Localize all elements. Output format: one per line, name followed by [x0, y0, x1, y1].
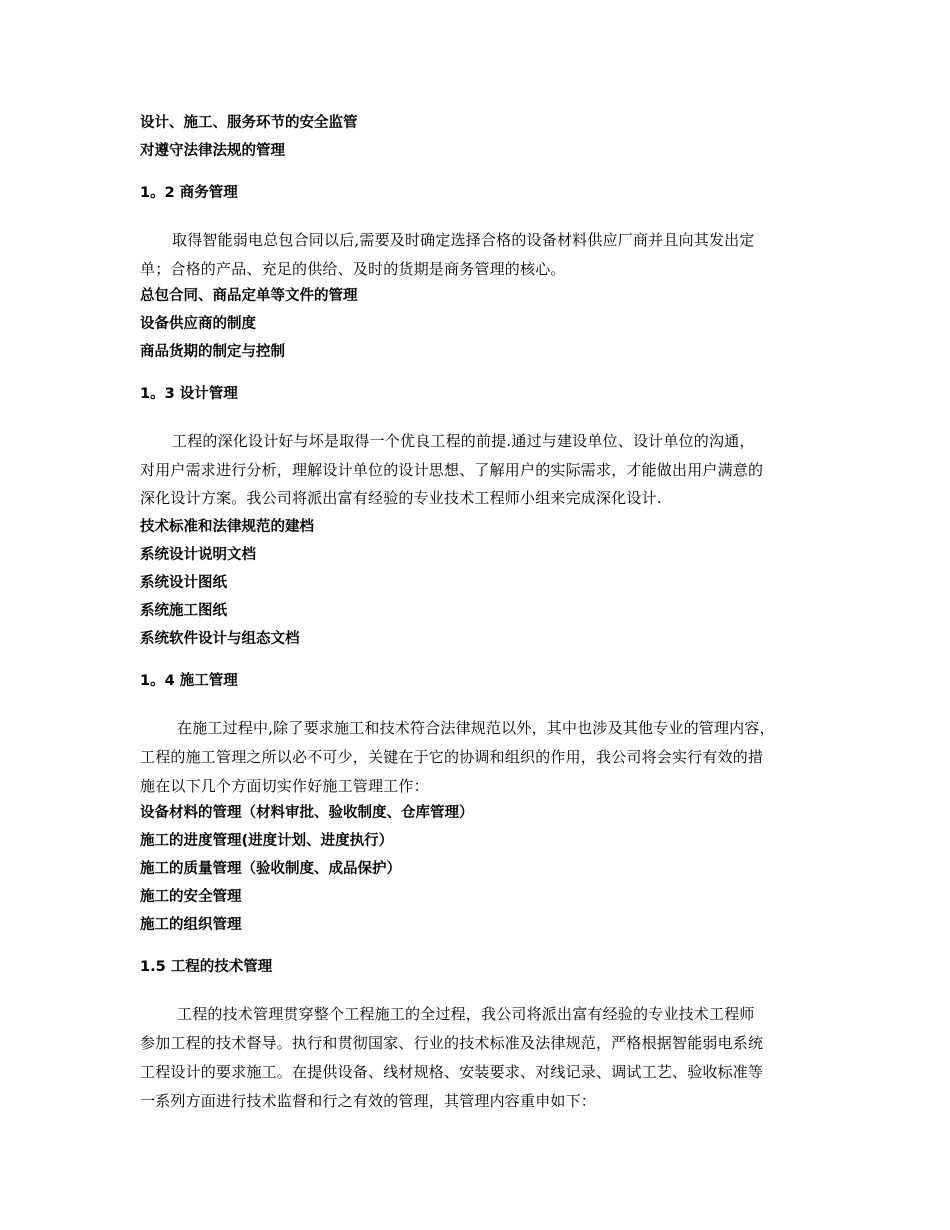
- paragraph-line: 工程的施工管理之所以必不可少，关键在于它的协调和组织的作用，我公司将会实行有效的措: [140, 748, 764, 766]
- list-item: 系统设计说明文档: [140, 547, 256, 563]
- list-item: 系统软件设计与组态文档: [140, 631, 300, 647]
- paragraph-line: 参加工程的技术督导。执行和贯彻国家、行业的技术标准及法律规范，严格根据智能弱电系统: [140, 1034, 764, 1052]
- section-heading: 1。3 设计管理: [140, 386, 238, 402]
- list-item: 设备供应商的制度: [140, 316, 256, 332]
- paragraph-line: 施在以下几个方面切实作好施工管理工作：: [140, 777, 429, 795]
- list-item: 商品货期的制定与控制: [140, 344, 285, 360]
- list-item: 对遵守法律法规的管理: [140, 143, 285, 159]
- list-item: 施工的安全管理: [140, 889, 242, 905]
- list-item: 施工的进度管理(进度计划、进度执行）: [140, 833, 394, 849]
- list-item: 总包合同、商品定单等文件的管理: [140, 288, 358, 304]
- section-heading: 1.5 工程的技术管理: [140, 959, 273, 975]
- list-item: 设计、施工、服务环节的安全监管: [140, 115, 358, 131]
- paragraph-line: 工程设计的要求施工。在提供设备、线材规格、安装要求、对线记录、调试工艺、验收标准等: [140, 1063, 764, 1081]
- list-item: 技术标准和法律规范的建档: [140, 519, 314, 535]
- section-heading: 1。4 施工管理: [140, 673, 238, 689]
- list-item: 系统施工图纸: [140, 603, 227, 619]
- paragraph-line: 工程的技术管理贯穿整个工程施工的全过程，我公司将派出富有经验的专业技术工程师: [177, 1005, 755, 1023]
- paragraph-line: 单；合格的产品、充足的供给、及时的货期是商务管理的核心。: [140, 260, 566, 278]
- paragraph-line: 取得智能弱电总包合同以后,需要及时确定选择合格的设备材料供应厂商并且向其发出定: [172, 231, 755, 249]
- list-item: 施工的质量管理（验收制度、成品保护）: [140, 861, 401, 877]
- paragraph-line: 工程的深化设计好与坏是取得一个优良工程的前提.通过与建设单位、设计单位的沟通，: [172, 432, 755, 450]
- list-item: 系统设计图纸: [140, 575, 227, 591]
- paragraph-line: 深化设计方案。我公司将派出富有经验的专业技术工程师小组来完成深化设计.: [140, 489, 662, 507]
- section-heading: 1。2 商务管理: [140, 185, 238, 201]
- paragraph-line: 对用户需求进行分析，理解设计单位的设计思想、了解用户的实际需求，才能做出用户满意的: [140, 461, 764, 479]
- paragraph-line: 一系列方面进行技术监督和行之有效的管理，其管理内容重申如下：: [140, 1092, 597, 1110]
- paragraph-line: 在施工过程中,除了要求施工和技术符合法律规范以外，其中也涉及其他专业的管理内容，: [177, 719, 775, 737]
- list-item: 设备材料的管理（材料审批、验收制度、仓库管理）: [140, 805, 474, 821]
- list-item: 施工的组织管理: [140, 917, 242, 933]
